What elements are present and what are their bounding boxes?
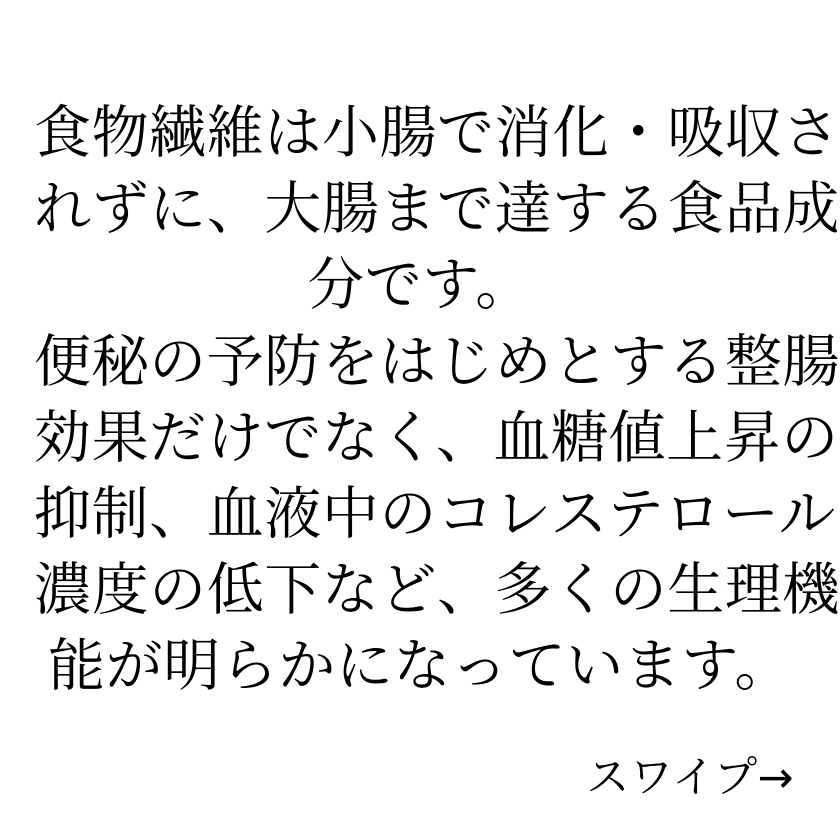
paragraph-1-line-3: 分です。 xyxy=(307,251,533,318)
paragraph-1-line-1: 食物繊維は小腸で消化・吸収さ xyxy=(34,100,840,166)
paragraph-2-line-1: 便秘の予防をはじめとする整腸 xyxy=(34,329,840,396)
paragraph-1 xyxy=(34,96,840,323)
paragraph-2-line-3: 抑制、血液中のコレステロール xyxy=(34,480,836,547)
paragraph-1-line-2: れずに、大腸まで達する食品成 xyxy=(34,175,840,242)
paragraph-2-line-4: 濃度の低下など、多くの生理機 xyxy=(34,556,840,623)
slide-body xyxy=(34,96,840,704)
paragraph-2-line-5: 能が明らかになっています。 xyxy=(48,632,792,699)
paragraph-2 xyxy=(34,325,840,704)
swipe-hint-label: スワイプ→ xyxy=(586,752,794,803)
swipe-hint[interactable] xyxy=(586,752,794,803)
paragraph-2-line-2: 効果だけでなく、血糖値上昇の xyxy=(34,405,839,472)
